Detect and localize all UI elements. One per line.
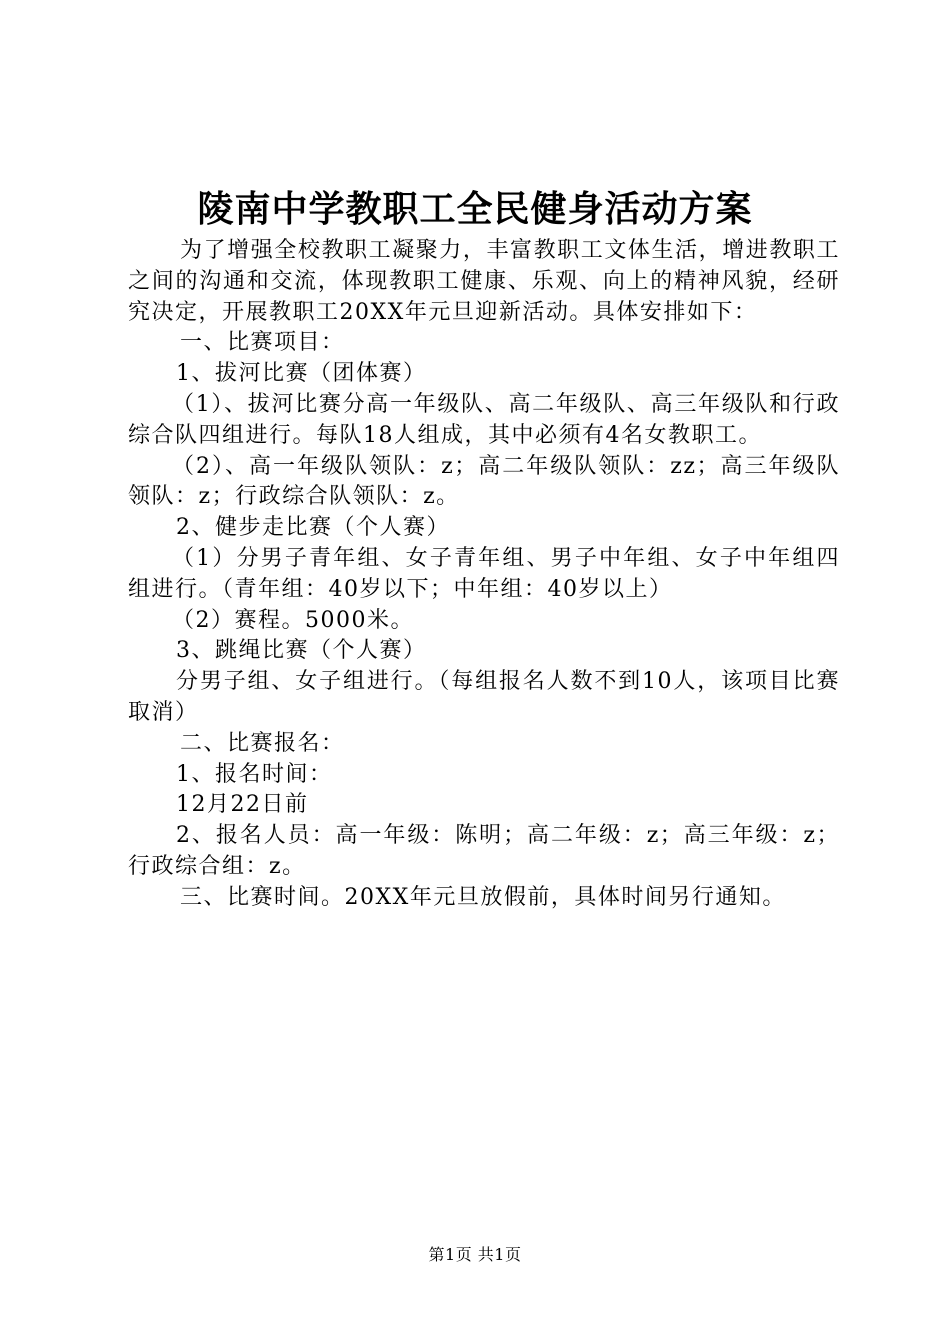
section-heading-schedule: 三、比赛时间。20XX年元旦放假前，具体时间另行通知。 bbox=[180, 884, 786, 910]
paragraph-registration-deadline: 12月22日前 bbox=[176, 792, 309, 818]
page-footer: 第1页 共1页 bbox=[428, 1245, 522, 1264]
section-heading-registration: 二、比赛报名： bbox=[180, 730, 345, 756]
paragraph-walking-groups: （1）分男子青年组、女子青年组、男子中年组、女子中年组四组进行。（青年组：40岁以下；中年组：40岁以上） bbox=[128, 545, 840, 602]
paragraph-walking-distance: （2）赛程。5000米。 bbox=[172, 607, 414, 633]
document-body bbox=[128, 236, 840, 914]
section-heading-items: 一、比赛项目： bbox=[180, 330, 345, 356]
paragraph-rope-skipping-groups: 分男子组、女子组进行。（每组报名人数不到10人，该项目比赛取消） bbox=[128, 669, 840, 725]
item-registration-staff: 2、报名人员：高一年级：陈明；高二年级：z；高三年级：z；行政综合组：z。 bbox=[128, 823, 840, 879]
item-walking-race: 2、健步走比赛（个人赛） bbox=[176, 515, 450, 541]
document-title: 陵南中学教职工全民健身活动方案 bbox=[197, 188, 753, 230]
item-tug-of-war: 1、拔河比赛（团体赛） bbox=[176, 361, 427, 387]
item-rope-skipping: 3、跳绳比赛（个人赛） bbox=[176, 638, 427, 664]
paragraph-tug-of-war-groups: （1）、拔河比赛分高一年级队、高二年级队、高三年级队和行政综合队四组进行。每队18人组成，其中必须有4名女教职工。 bbox=[128, 391, 840, 448]
item-registration-time: 1、报名时间： bbox=[176, 761, 333, 787]
paragraph-intro: 为了增强全校教职工凝聚力，丰富教职工文体生活，增进教职工之间的沟通和交流，体现教职工健康、乐观、向上的精神风貌，经研究决定，开展教职工20XX年元旦迎新活动。具体安排如下： bbox=[128, 238, 840, 325]
paragraph-tug-of-war-leaders: （2）、高一年级队领队：z；高二年级队领队：zz；高三年级队领队：z；行政综合队领队：z。 bbox=[128, 453, 840, 510]
